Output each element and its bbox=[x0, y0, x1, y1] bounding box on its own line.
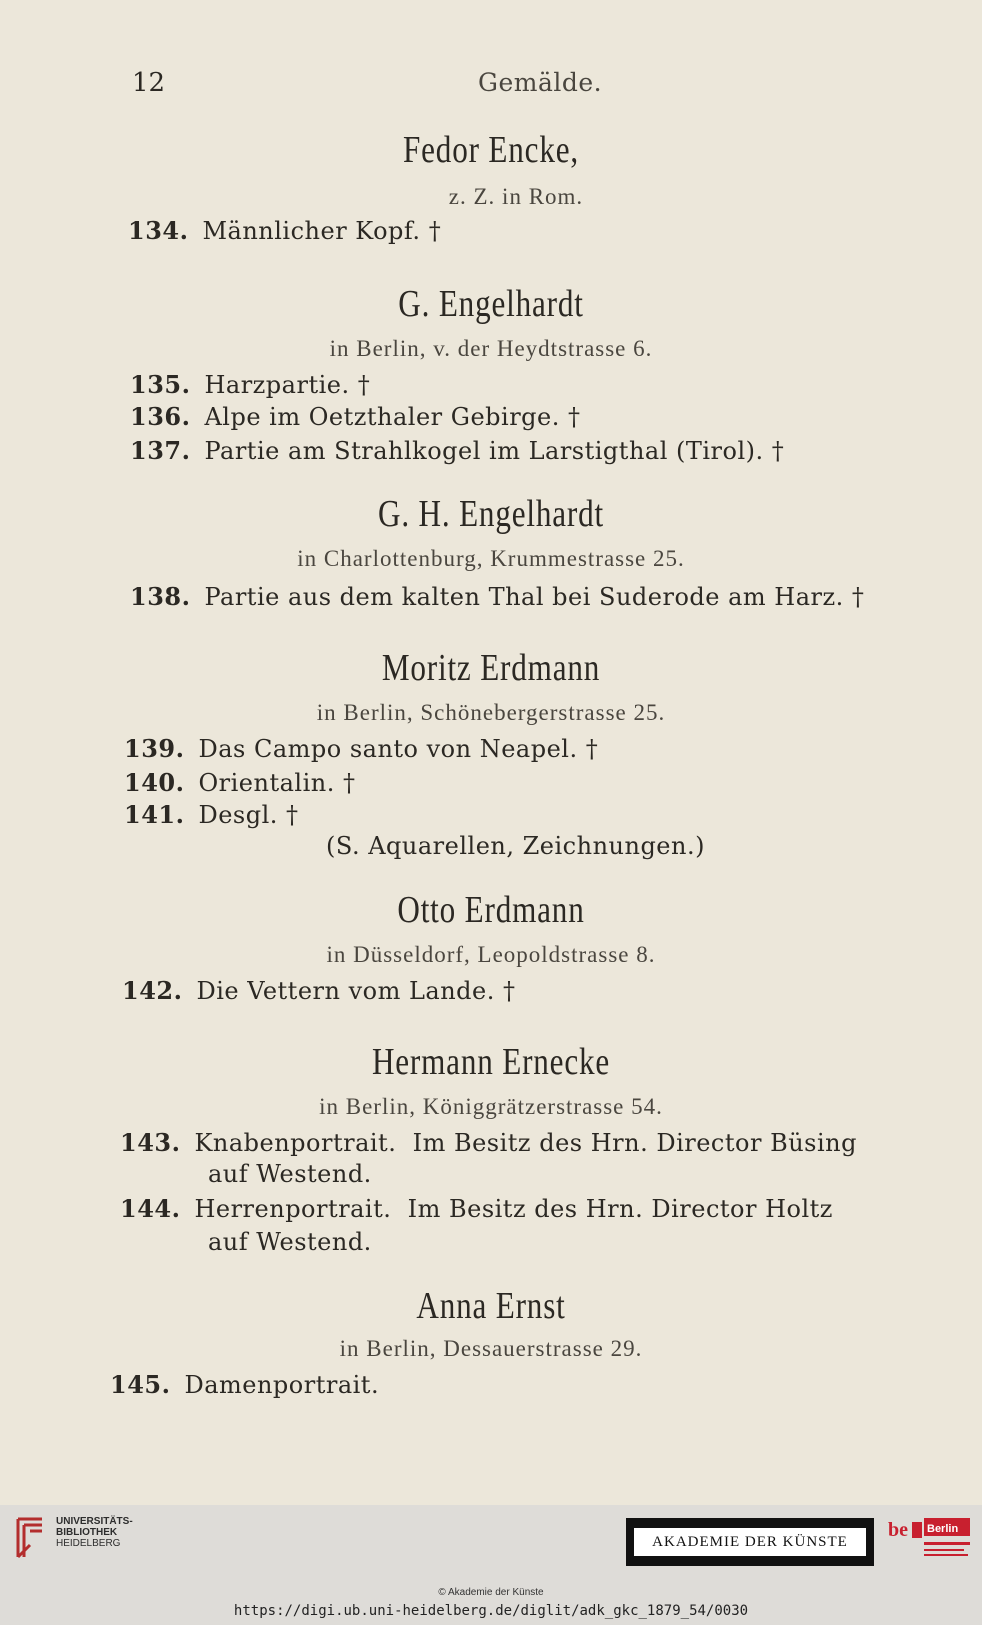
artist-name: Hermann Ernecke bbox=[371, 1041, 611, 1083]
entry-text: Alpe im Oetzthaler Gebirge. † bbox=[204, 403, 581, 431]
entry-continuation: auf Westend. bbox=[208, 1228, 372, 1256]
entry-number: 138. bbox=[130, 582, 191, 611]
running-header: Gemälde. bbox=[478, 68, 603, 97]
catalog-entry bbox=[122, 976, 516, 1005]
catalog-entry bbox=[130, 402, 581, 431]
entry-text: Harzpartie. † bbox=[204, 371, 371, 399]
entry-text: Männlicher Kopf. † bbox=[202, 217, 442, 245]
permalink-url[interactable]: https://digi.ub.uni-heidelberg.de/diglit/adk_gkc_1879_54/0030 bbox=[233, 1603, 749, 1619]
entry-text: Knabenportrait. Im Besitz des Hrn. Director Büsing bbox=[194, 1129, 857, 1157]
artist-address: z. Z. in Rom. bbox=[448, 184, 584, 209]
entry-number: 143. bbox=[120, 1128, 181, 1157]
copyright-notice: © Akademie der Künste bbox=[438, 1587, 544, 1598]
catalog-entry bbox=[110, 1370, 379, 1399]
catalog-entry bbox=[130, 582, 864, 611]
cross-reference-note: (S. Aquarellen, Zeichnungen.) bbox=[326, 832, 705, 860]
library-line: HEIDELBERG bbox=[56, 1538, 121, 1549]
library-line: UNIVERSITÄTS- bbox=[56, 1516, 133, 1527]
berlin-senate-logo[interactable] bbox=[886, 1514, 972, 1566]
entry-number: 134. bbox=[128, 216, 189, 245]
berlin-logo-text: Berlin bbox=[927, 1523, 959, 1535]
entry-text: Die Vettern vom Lande. † bbox=[196, 977, 516, 1005]
university-library-name bbox=[56, 1516, 133, 1549]
entry-text: Damenportrait. bbox=[184, 1371, 380, 1399]
catalog-entry bbox=[130, 436, 784, 465]
page-number: 12 bbox=[132, 68, 166, 98]
entry-number: 144. bbox=[120, 1194, 181, 1223]
entry-number: 135. bbox=[130, 370, 191, 399]
svg-text:be: be bbox=[888, 1519, 908, 1541]
artist-name: Fedor Encke, bbox=[403, 129, 579, 171]
artist-name: G. Engelhardt bbox=[398, 283, 584, 325]
artist-address: in Charlottenburg, Krummestrasse 25. bbox=[297, 546, 685, 571]
entry-number: 137. bbox=[130, 436, 191, 465]
akademie-label: AKADEMIE DER KÜNSTE bbox=[634, 1528, 866, 1556]
artist-address: in Berlin, Schönebergerstrasse 25. bbox=[316, 700, 666, 725]
library-line: BIBLIOTHEK bbox=[56, 1527, 118, 1538]
catalog-entry bbox=[130, 370, 370, 399]
artist-address: in Düsseldorf, Leopoldstrasse 8. bbox=[326, 942, 656, 967]
entry-text: Partie aus dem kalten Thal bei Suderode am Harz. † bbox=[204, 583, 865, 611]
artist-name: Anna Ernst bbox=[416, 1285, 566, 1327]
entry-text: Partie am Strahlkogel im Larstigthal (Tirol). † bbox=[204, 437, 785, 465]
entry-text: Orientalin. † bbox=[198, 769, 356, 797]
entry-text: Herrenportrait. Im Besitz des Hrn. Director Holtz bbox=[194, 1195, 833, 1223]
entry-continuation: auf Westend. bbox=[208, 1160, 372, 1188]
entry-text: Desgl. † bbox=[198, 801, 299, 829]
entry-text: Das Campo santo von Neapel. † bbox=[198, 735, 599, 763]
entry-number: 139. bbox=[124, 734, 185, 763]
university-library-logo[interactable] bbox=[12, 1513, 50, 1563]
catalog-entry bbox=[128, 216, 441, 245]
catalog-entry bbox=[124, 800, 299, 829]
entry-number: 141. bbox=[124, 800, 185, 829]
artist-name: Otto Erdmann bbox=[397, 889, 585, 931]
artist-name: G. H. Engelhardt bbox=[377, 493, 604, 535]
artist-address: in Berlin, v. der Heydtstrasse 6. bbox=[329, 336, 653, 361]
entry-number: 136. bbox=[130, 402, 191, 431]
catalog-entry bbox=[120, 1128, 857, 1157]
artist-address: in Berlin, Königgrätzerstrasse 54. bbox=[319, 1094, 663, 1119]
catalog-entry bbox=[124, 768, 355, 797]
catalog-entry bbox=[120, 1194, 833, 1223]
artist-address: in Berlin, Dessauerstrasse 29. bbox=[339, 1336, 643, 1361]
artist-name: Moritz Erdmann bbox=[381, 647, 601, 689]
akademie-logo[interactable] bbox=[626, 1518, 874, 1566]
catalog-entry bbox=[124, 734, 598, 763]
entry-number: 140. bbox=[124, 768, 185, 797]
entry-number: 145. bbox=[110, 1370, 171, 1399]
entry-number: 142. bbox=[122, 976, 183, 1005]
